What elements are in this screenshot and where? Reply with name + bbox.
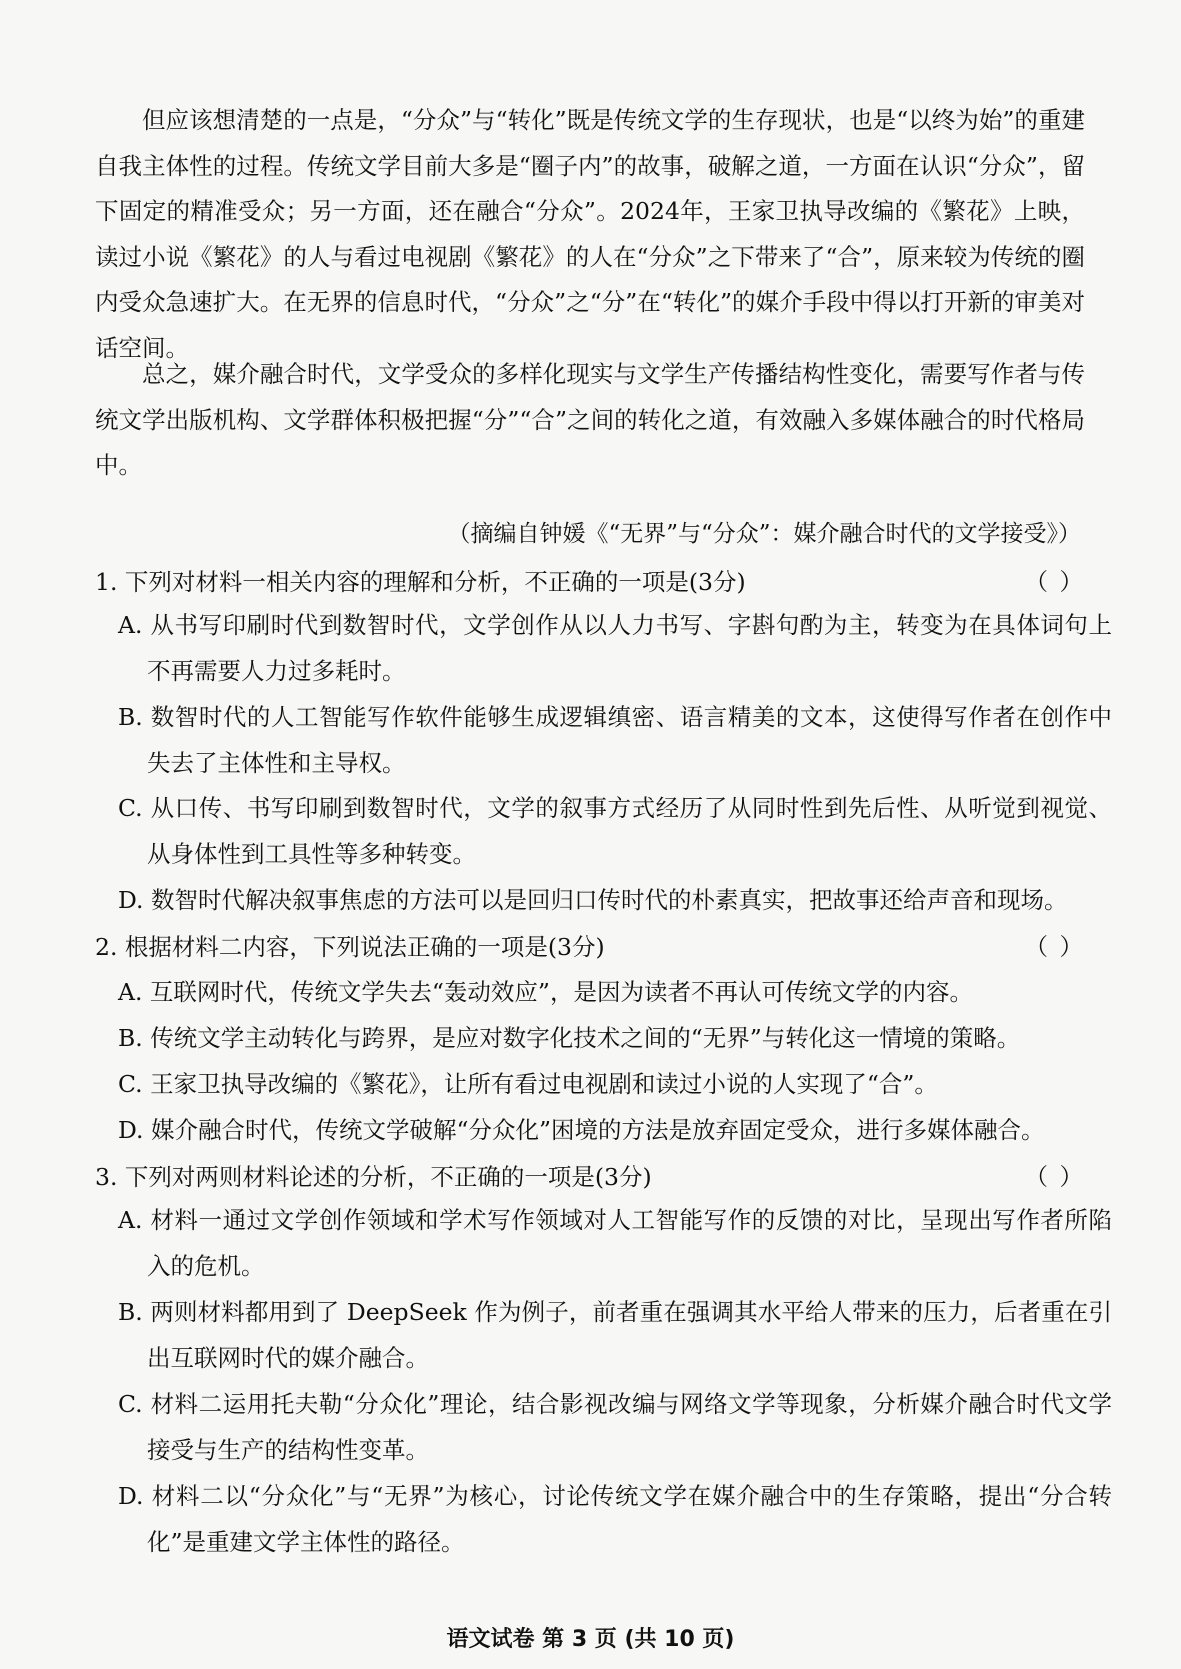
question-3-option-d: D. 材料二以“分众化”与“无界”为核心，讨论传统文学在媒介融合中的生存策略，提出“分合转化”是重建文学主体性的路径。 [118, 1482, 1112, 1556]
question-2-answer-blank[interactable]: （ ） [1024, 933, 1085, 961]
question-3-stem [95, 1157, 1085, 1197]
question-3-option-b: B. 两则材料都用到了 DeepSeek 作为例子，前者重在强调其水平给人带来的压力，后者重在引出互联网时代的媒介融合。 [118, 1298, 1112, 1372]
question-2-option-b: B. 传统文学主动转化与跨界，是应对数字化技术之间的“无界”与转化这一情境的策略。 [118, 1024, 1021, 1052]
question-3-answer-blank[interactable]: （ ） [1024, 1163, 1085, 1191]
question-2-option-d: D. 媒介融合时代，传统文学破解“分众化”困境的方法是放弃固定受众，进行多媒体融合。 [118, 1116, 1045, 1144]
passage-paragraph-2: 总之，媒介融合时代，文学受众的多样化现实与文学生产传播结构性变化，需要写作者与传统文学出版机构、文学群体积极把握“分”“合”之间的转化之道，有效融入多媒体融合的时代格局中。 [95, 360, 1085, 479]
page-footer: 语文试卷 第 3 页 (共 10 页) [446, 1627, 735, 1652]
question-2-stem [95, 927, 1085, 967]
question-3-option-a: A. 材料一通过文学创作领域和学术写作领域对人工智能写作的反馈的对比，呈现出写作者所陷入的危机。 [118, 1206, 1112, 1280]
question-1-answer-blank[interactable]: （ ） [1024, 568, 1085, 596]
question-2-option-c: C. 王家卫执导改编的《繁花》，让所有看过电视剧和读过小说的人实现了“合”。 [118, 1070, 938, 1098]
question-2-text: 2. 根据材料二内容，下列说法正确的一项是(3分) [95, 933, 605, 961]
question-2-option-a: A. 互联网时代，传统文学失去“轰动效应”，是因为读者不再认可传统文学的内容。 [118, 978, 973, 1006]
question-1-option-b: B. 数智时代的人工智能写作软件能够生成逻辑缜密、语言精美的文本，这使得写作者在创作中失去了主体性和主导权。 [118, 703, 1112, 777]
passage-source: （摘编自钟媛《“无界”与“分众”：媒介融合时代的文学接受》） [447, 521, 1081, 547]
passage-paragraph-1: 但应该想清楚的一点是，“分众”与“转化”既是传统文学的生存现状，也是“以终为始”的重建自我主体性的过程。传统文学目前大多是“圈子内”的故事，破解之道，一方面在认识“分众”，留下固定的精准受众；另一方面，还在融合“分众”。2024年，王家卫执导改编的《繁花》上映，读过小说《繁花》的人与看过电视剧《繁花》的人在“分众”之下带来了“合”，原来较为传统的圈内受众急速扩大。在无界的信息时代，“分众”之“分”在“转化”的媒介手段中得以打开新的审美对话空间。 [95, 106, 1085, 362]
question-1-stem [95, 562, 1085, 602]
question-1-option-c: C. 从口传、书写印刷到数智时代，文学的叙事方式经历了从同时性到先后性、从听觉到视觉、从身体性到工具性等多种转变。 [118, 794, 1112, 868]
question-1-option-d: D. 数智时代解决叙事焦虑的方法可以是回归口传时代的朴素真实，把故事还给声音和现场。 [118, 886, 1068, 914]
question-3-text: 3. 下列对两则材料论述的分析，不正确的一项是(3分) [95, 1163, 652, 1191]
question-1-text: 1. 下列对材料一相关内容的理解和分析，不正确的一项是(3分) [95, 568, 746, 596]
question-1-option-a: A. 从书写印刷时代到数智时代，文学创作从以人力书写、字斟句酌为主，转变为在具体词句上不再需要人力过多耗时。 [118, 611, 1112, 685]
question-3-option-c: C. 材料二运用托夫勒“分众化”理论，结合影视改编与网络文学等现象，分析媒介融合时代文学接受与生产的结构性变革。 [118, 1390, 1112, 1464]
